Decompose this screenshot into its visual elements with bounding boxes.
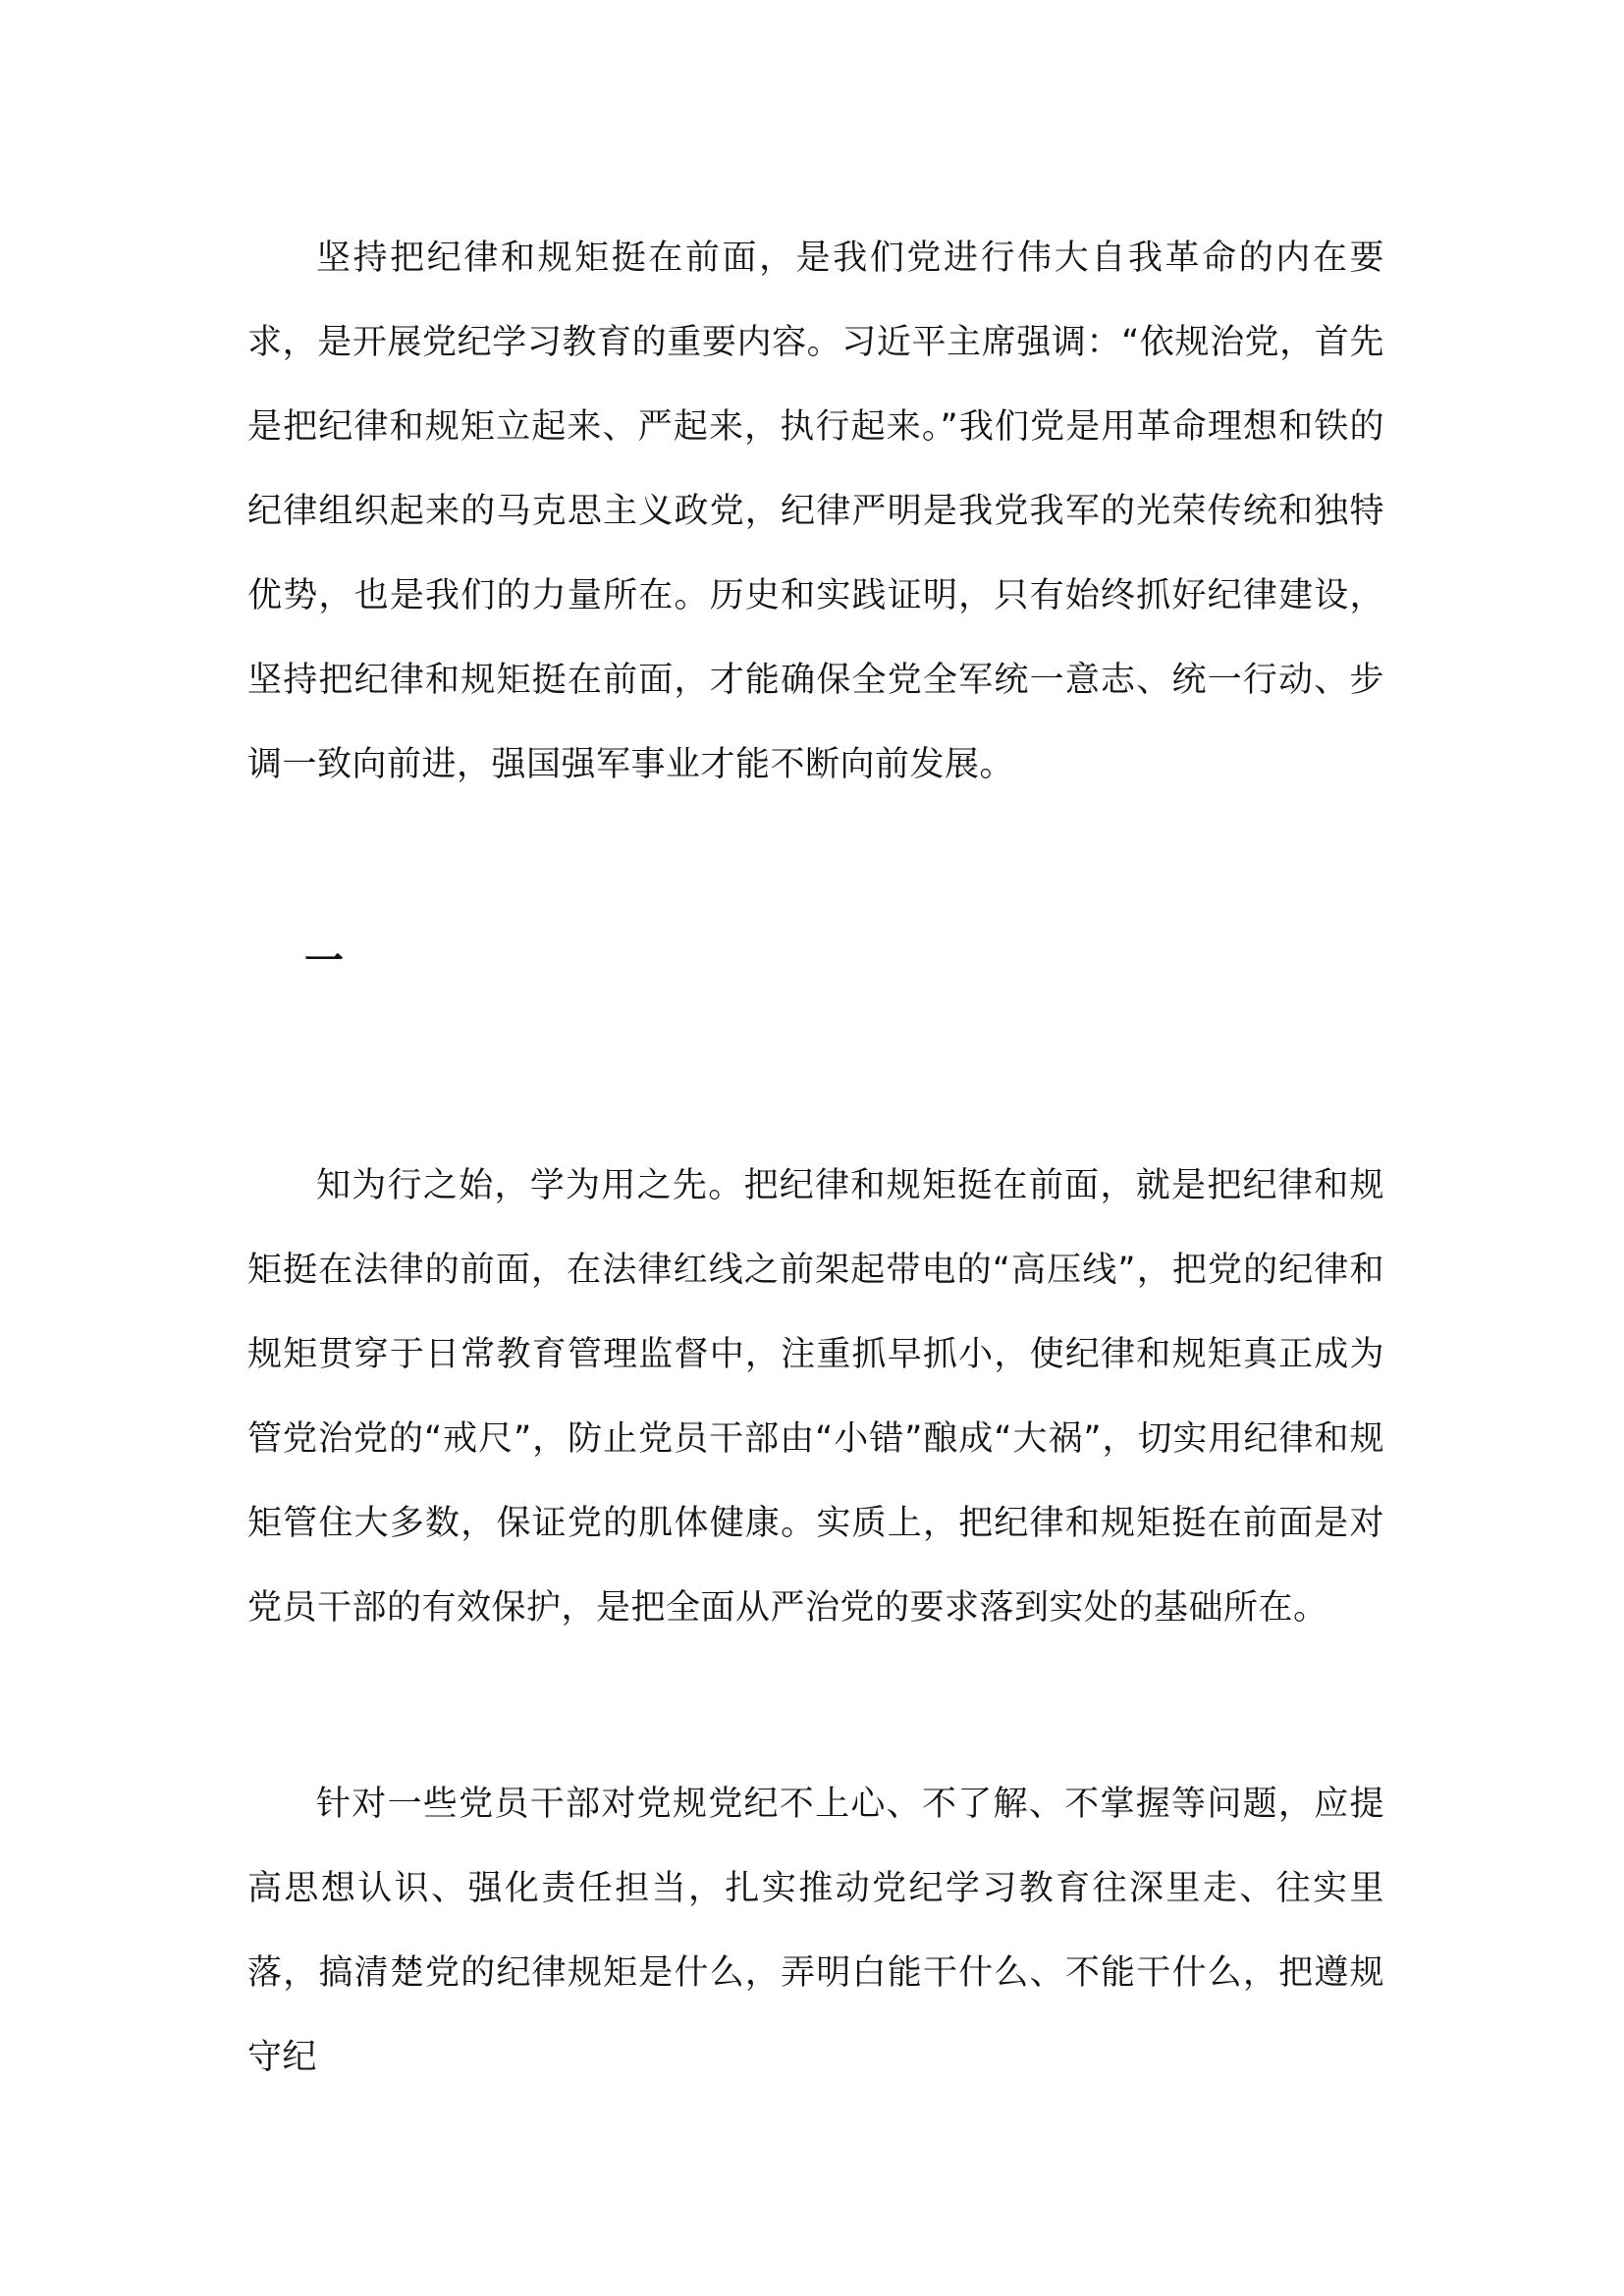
body-paragraph-2: 知为行之始，学为用之先。把纪律和规矩挺在前面，就是把纪律和规矩挺在法律的前面，在法律红线之前架起带电的“高压线”，把党的纪律和规矩贯穿于日常教育管理监督中，注重抓早抓小，使纪律和规矩真正成为管党治党的“戒尺”，防止党员干部由“小错”酿成“大祸”，切实用纪律和规矩管住大多数，保证党的肌体健康。实质上，把纪律和规矩挺在前面是对党员干部的有效保护，是把全面从严治党的要求落到实处的基础所在。 xyxy=(247,1166,1384,1628)
body-paragraph-3: 针对一些党员干部对党规党纪不上心、不了解、不掌握等问题，应提高思想认识、强化责任担当，扎实推动党纪学习教育往深里走、往实里落，搞清楚党的纪律规矩是什么，弄明白能干什么、不能干什么，把遵规守纪 xyxy=(247,1785,1384,2077)
body-paragraph-1: 坚持把纪律和规矩挺在前面，是我们党进行伟大自我革命的内在要求，是开展党纪学习教育的重要内容。习近平主席强调：“依规治党，首先是把纪律和规矩立起来、严起来，执行起来。”我们党是用革命理想和铁的纪律组织起来的马克思主义政党，纪律严明是我党我军的光荣传统和独特优势，也是我们的力量所在。历史和实践证明，只有始终抓好纪律建设，坚持把纪律和规矩挺在前面，才能确保全党全军统一意志、统一行动、步调一致向前进，强国强军事业才能不断向前发展。 xyxy=(247,239,1384,784)
section-number: 一 xyxy=(304,938,344,984)
